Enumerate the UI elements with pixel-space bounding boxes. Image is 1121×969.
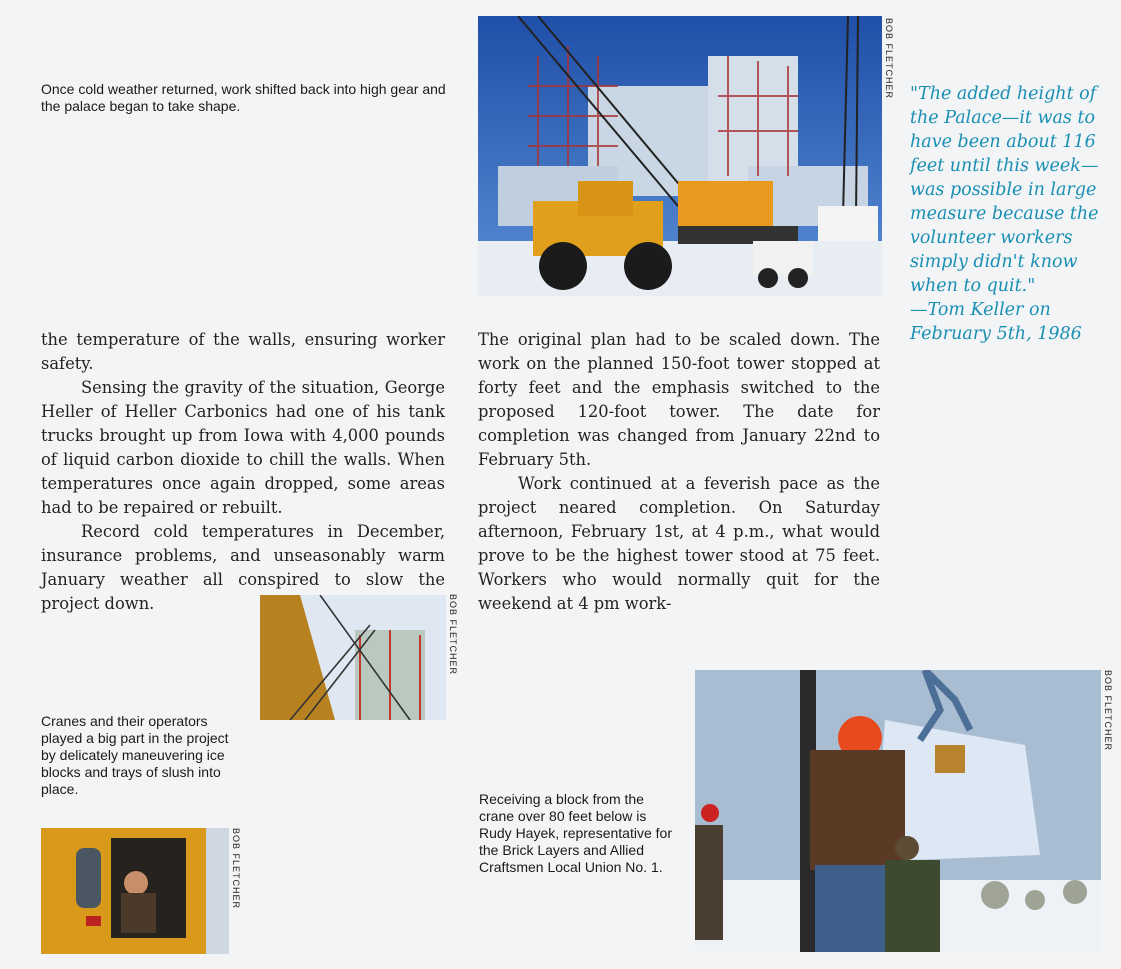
photo-credit-top: BOB FLETCHER: [884, 18, 894, 100]
bleed-through-text: [255, 50, 455, 74]
photo-crane-tower: [260, 595, 446, 720]
body-column-right: [478, 328, 880, 616]
body-paragraph: The original plan had to be scaled down. The work on the planned 150-foot tower stopped at forty feet and the emphasis switched to the proposed 120-foot tower. The date for completion was changed from January 22nd to February 5th.: [478, 330, 880, 469]
photo-palace-construction: [478, 16, 882, 296]
palace-construction-illustration: [478, 16, 882, 296]
crane-cab-illustration: [41, 828, 229, 954]
body-paragraph: the temperature of the walls, ensuring worker safety.: [41, 330, 445, 373]
photo-worker-receiving-block: [695, 670, 1101, 952]
photo-credit-crane-cab: BOB FLETCHER: [231, 828, 241, 910]
photo-crane-operator-cab: [41, 828, 229, 954]
photo-credit-crane-middle: BOB FLETCHER: [448, 594, 458, 676]
crane-tower-illustration: [260, 595, 446, 720]
quote-attribution: —Tom Keller on: [910, 300, 1051, 320]
body-paragraph: Work continued at a feverish pace as the project neared completion. On Saturday afternoon, February 1st, at 4 p.m., what would prove to be the highest tower stood at 75 feet. Workers who would normally quit for the weekend at 4 pm work-: [478, 474, 880, 613]
pull-quote: [910, 82, 1110, 346]
photo-credit-worker: BOB FLETCHER: [1103, 670, 1113, 752]
body-column-left: [41, 328, 445, 616]
quote-text: "The added height of the Palace—it was to have been about 116 feet until this week—was possible in large measure because the volunteer workers simply didn't know when to quit.": [910, 84, 1099, 296]
quote-date: February 5th, 1986: [910, 324, 1082, 344]
caption-receiving-block: Receiving a block from the crane over 80 feet below is Rudy Hayek, representative for the Brick Layers and Allied Craftsmen Local Union No. 1.: [479, 791, 672, 875]
caption-cranes: Cranes and their operators played a big part in the project by delicately maneuvering ice blocks and trays of slush into place.: [41, 713, 229, 797]
body-paragraph: Sensing the gravity of the situation, George Heller of Heller Carbonics had one of his tank trucks brought up from Iowa with 4,000 pounds of liquid carbon dioxide to chill the walls. When temperatures once again dropped, some areas had to be repaired or rebuilt.: [41, 378, 445, 517]
body-paragraph: Record cold temperatures in December, insurance problems, and unseasonably warm January weather all conspired to slow the project down.: [41, 522, 445, 613]
worker-illustration: [695, 670, 1101, 952]
caption-palace-shape: Once cold weather returned, work shifted back into high gear and the palace began to take shape.: [41, 81, 446, 114]
